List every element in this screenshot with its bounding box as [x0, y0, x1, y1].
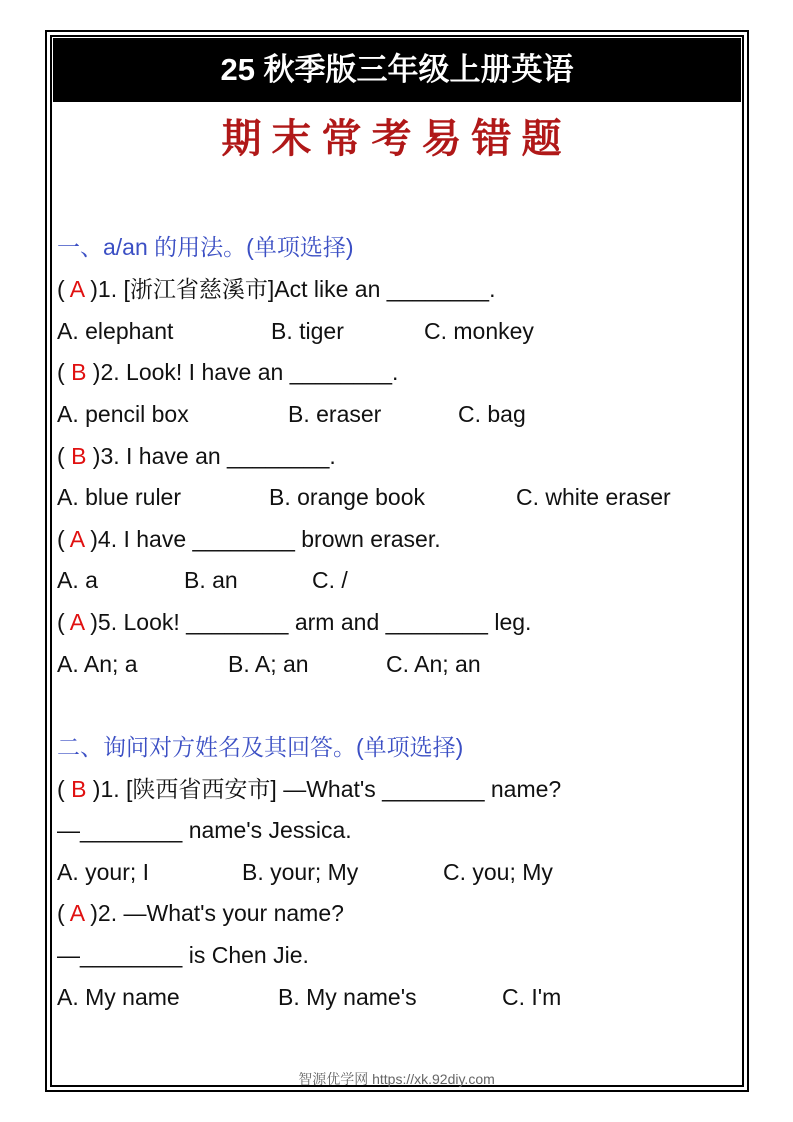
question-text: )1. [陕西省西安市] —What's ________ name? — [92, 776, 562, 802]
question-stem: ( A )2. —What's your name? — [57, 900, 344, 926]
question-text: )4. I have ________ brown eraser. — [90, 526, 441, 552]
answer-mark: A — [69, 276, 84, 302]
option-a: A. a — [57, 567, 98, 593]
options-row — [57, 564, 737, 596]
option-c: C. / — [312, 567, 348, 593]
question-stem: ( A )4. I have ________ brown eraser. — [57, 526, 441, 552]
question-stem: ( B )2. Look! I have an ________. — [57, 359, 399, 385]
option-a: A. My name — [57, 984, 180, 1010]
option-b: B. tiger — [271, 318, 344, 344]
section-heading-1: 一、a/an 的用法。(单项选择) — [57, 234, 354, 260]
option-b: B. orange book — [269, 484, 426, 510]
question-stem: ( A )5. Look! ________ arm and ________ leg. — [57, 609, 532, 635]
answer-mark: B — [71, 443, 87, 469]
option-c: C. monkey — [424, 318, 534, 344]
options-row — [57, 981, 737, 1013]
question-text: )2. Look! I have an ________. — [92, 359, 399, 385]
options-row — [57, 481, 737, 513]
option-a: A. elephant — [57, 318, 174, 344]
option-c: C. I'm — [502, 984, 562, 1010]
options-row — [57, 648, 737, 680]
option-b: B. A; an — [228, 651, 309, 677]
section-heading-2: 二、询问对方姓名及其回答。(单项选择) — [57, 734, 464, 760]
answer-mark: A — [69, 526, 84, 552]
option-a: A. pencil box — [57, 401, 189, 427]
question-reply: —________ name's Jessica. — [57, 817, 352, 843]
page-subtitle: 期末常考易错题 — [221, 115, 572, 162]
option-c: C. white eraser — [516, 484, 671, 510]
page-title: 25 秋季版三年级上册英语 — [53, 38, 741, 102]
option-a: A. blue ruler — [57, 484, 182, 510]
question-text: )3. I have an ________. — [92, 443, 336, 469]
options-row — [57, 856, 737, 888]
question-stem: ( B )3. I have an ________. — [57, 443, 336, 469]
options-row — [57, 315, 737, 347]
option-c: C. bag — [458, 401, 526, 427]
options-row — [57, 398, 737, 430]
option-c: C. An; an — [386, 651, 481, 677]
question-reply: —________ is Chen Jie. — [57, 942, 309, 968]
option-a: A. your; I — [57, 859, 150, 885]
option-b: B. your; My — [242, 859, 359, 885]
question-text: )5. Look! ________ arm and ________ leg. — [90, 609, 532, 635]
option-b: B. My name's — [278, 984, 417, 1010]
answer-mark: B — [71, 359, 87, 385]
option-c: C. you; My — [443, 859, 553, 885]
inner-border — [50, 35, 744, 1087]
option-a: A. An; a — [57, 651, 138, 677]
question-stem: ( A )1. [浙江省慈溪市]Act like an ________. — [57, 276, 496, 302]
question-text: )1. [浙江省慈溪市]Act like an ________. — [90, 276, 496, 302]
option-b: B. eraser — [288, 401, 382, 427]
question-stem: ( B )1. [陕西省西安市] —What's ________ name? — [57, 776, 562, 802]
footer-watermark: 智源优学网 https://xk.92diy.com — [298, 1071, 495, 1087]
answer-mark: A — [69, 900, 84, 926]
option-b: B. an — [184, 567, 238, 593]
answer-mark: A — [69, 609, 84, 635]
answer-mark: B — [71, 776, 87, 802]
question-text: )2. —What's your name? — [90, 900, 344, 926]
